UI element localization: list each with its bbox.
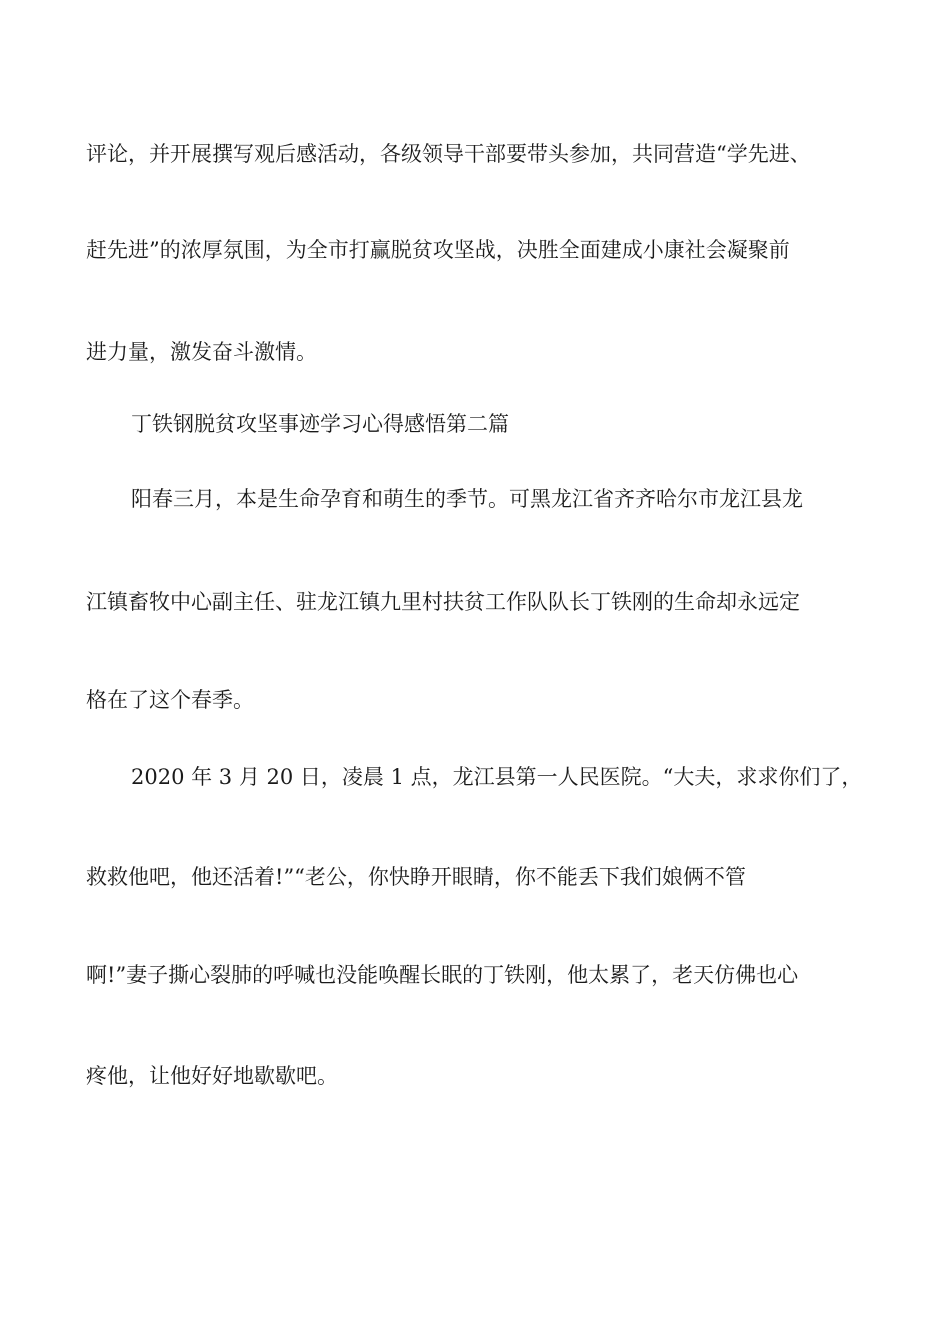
paragraph-1-line-3: 进力量，激发奋斗激情。 — [86, 340, 317, 364]
paragraph-3-line-3: 啊!”妻子撕心裂肺的呼喊也没能唤醒长眠的丁铁刚，他太累了，老天仿佛也心 — [86, 963, 799, 987]
paragraph-3-line-2: 救救他吧，他还活着!”“老公，你快睁开眼睛，你不能丢下我们娘俩不管 — [86, 865, 746, 889]
paragraph-2-line-2: 江镇畜牧中心副主任、驻龙江镇九里村扶贫工作队队长丁铁刚的生命却永远定 — [86, 590, 800, 614]
paragraph-3-line-4: 疼他，让他好好地歇歇吧。 — [86, 1064, 338, 1088]
paragraph-2-line-1: 阳春三月，本是生命孕育和萌生的季节。可黑龙江省齐齐哈尔市龙江县龙 — [131, 487, 803, 511]
paragraph-3-line-1: 2020 年 3 月 20 日，凌晨 1 点，龙江县第一人民医院。“大夫，求求你们了， — [131, 765, 863, 789]
paragraph-2-line-3: 格在了这个春季。 — [86, 688, 254, 712]
section-heading: 丁铁钢脱贫攻坚事迹学习心得感悟第二篇 — [131, 412, 509, 436]
paragraph-1-line-2: 赶先进”的浓厚氛围，为全市打赢脱贫攻坚战，决胜全面建成小康社会凝聚前 — [86, 238, 790, 262]
paragraph-1-line-1: 评论，并开展撰写观后感活动，各级领导干部要带头参加，共同营造“学先进、 — [86, 142, 811, 166]
